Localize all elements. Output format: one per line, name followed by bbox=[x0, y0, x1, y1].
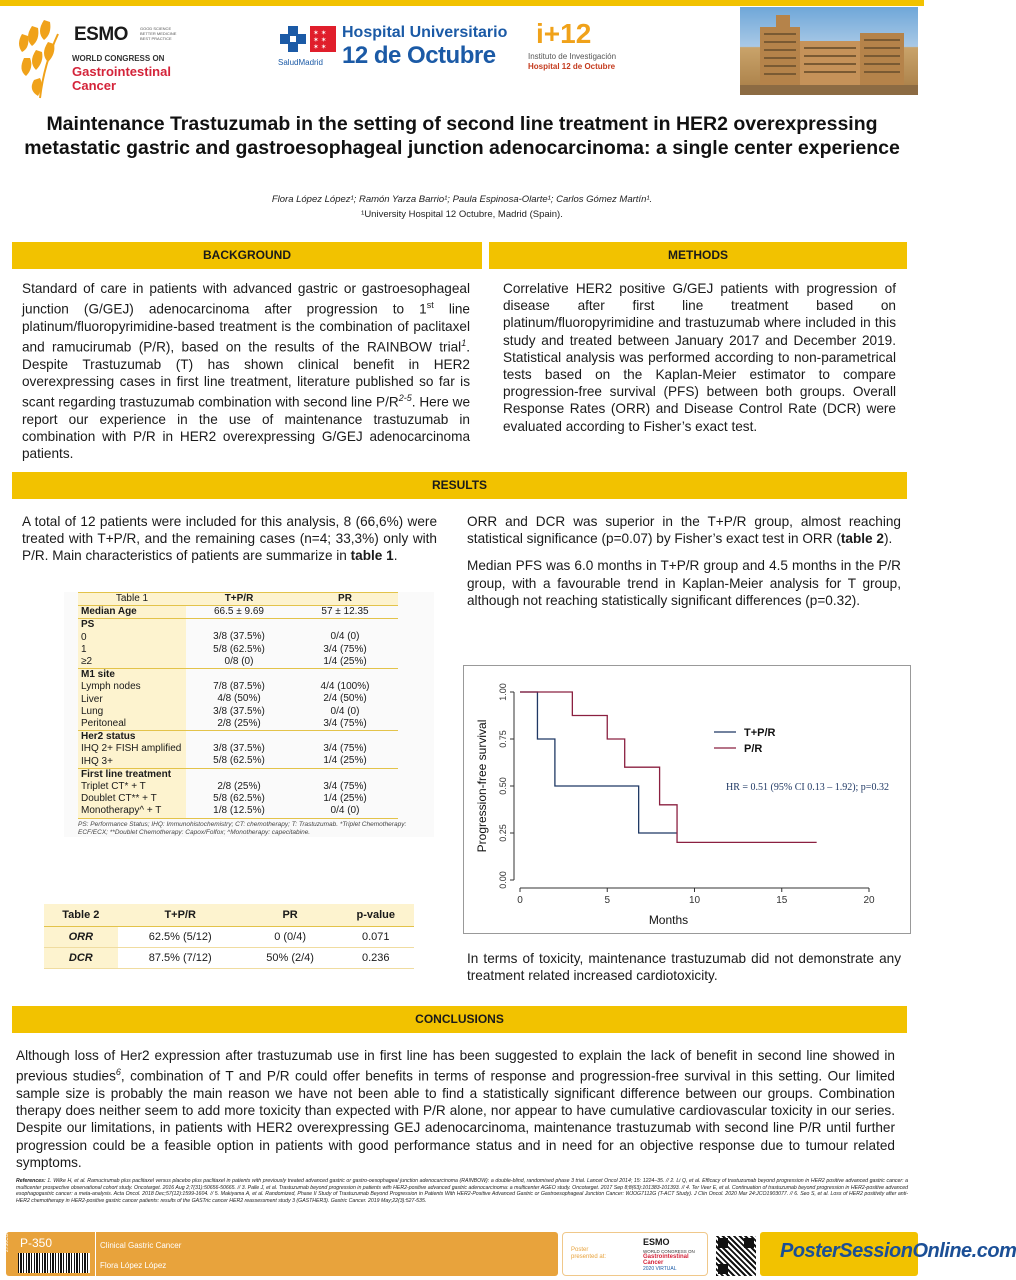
congress-line1: WORLD CONGRESS ON bbox=[72, 54, 165, 63]
badge-esmo: ESMO bbox=[643, 1237, 670, 1247]
kaplan-meier-chart bbox=[463, 665, 911, 934]
x-tick-label: 20 bbox=[863, 895, 875, 906]
table1-col-pr: PR bbox=[338, 593, 352, 604]
table1-footnote: PS: Performance Status; IHQ: Immunohistochemistry; CT: chemotherapy; T: Trastuzumab. *Triplet Chemotherapy: ECF/ECX; **Doublet Chemotherapy: Capox/Folfox; ^Monotherapy: capecitabine. bbox=[78, 820, 407, 836]
esmo-wordmark: ESMO bbox=[74, 24, 128, 45]
table2-header: T+P/R bbox=[118, 904, 243, 926]
conclusions-header: CONCLUSIONS bbox=[12, 1006, 907, 1033]
background-text: Standard of care in patients with advanced gastric or gastroesophageal junction (G/GEJ) adenocarcinoma after progression to 1st line platinum/fluoropyrimidine-based treatment is the combination of paclitaxel and ramucirumab (P/R), based on the results of the RAINBOW trial$^1$. Despite Trastuzumab (T) has shown clinical benefit in HER2 overexpressing cases in first line treatment, literature published so far is scant regarding trastuzumab combination with second line $P/R^{2-5}$. Here we report our experience in the use of maintenance trastuzumab in combination with P/R in HER2 overexpressing G/GEJ adenocarcinoma patients. bbox=[22, 281, 471, 462]
presented-at-label: Poster presented at: bbox=[571, 1247, 607, 1260]
y-axis-label: Progression-free survival bbox=[475, 719, 489, 853]
affiliation: ¹University Hospital 12 Octubre, Madrid (Spain). bbox=[361, 209, 563, 220]
table1-cell: 57 ± 12.35 bbox=[321, 606, 369, 618]
y-tick-label: 1.00 bbox=[498, 683, 508, 701]
table1-cell: 3/8 (37.5%) 5/8 (62.5%) 0/8 (0) bbox=[213, 631, 265, 667]
top-accent-bar bbox=[0, 0, 924, 6]
table1-row-group: Her2 status IHQ 2+ FISH amplified IHQ 3+ bbox=[78, 731, 186, 769]
table1-cell: 3/8 (37.5%) 5/8 (62.5%) bbox=[213, 743, 265, 767]
table1-caption: Table 1 bbox=[115, 593, 149, 604]
results-left-text: A total of 12 patients were included for this analysis, 8 (66,6%) were treated with T+P/R, and the remaining cases (n=4; 33,3%) only with P/R. Main characteristics of patients are summarize in table 1. bbox=[22, 514, 437, 564]
poster-title: Maintenance Trastuzumab in the setting of second line treatment in HER2 overexpressing metastatic gastric and gastroesophageal junction adenocarcinoma: a single center experience bbox=[24, 113, 900, 159]
i12-wordmark: i+12 bbox=[536, 18, 592, 49]
table-row bbox=[44, 926, 414, 947]
table2-cell: 50% (2/4) bbox=[243, 947, 338, 968]
x-tick-label: 5 bbox=[604, 895, 611, 906]
table1-row-group: M1 site Lymph nodes Liver Lung Peritoneal bbox=[78, 669, 186, 731]
hospital-name-line2: 12 de Octubre bbox=[342, 42, 496, 69]
barcode-icon bbox=[18, 1253, 90, 1273]
table1-row-group: PS 0 1 ≥2 bbox=[78, 619, 186, 669]
authors: Flora López López¹; Ramón Yarza Barrio¹; Paula Espinosa-Olarte¹; Carlos Gómez Martín¹. bbox=[271, 194, 653, 205]
table1-cell: 3/4 (75%) 1/4 (25%) 0/4 (0) bbox=[323, 780, 367, 817]
legend-label: T+P/R bbox=[744, 727, 776, 739]
x-tick-label: 10 bbox=[688, 895, 701, 906]
table2-cell: 0.236 bbox=[337, 947, 414, 968]
results-right-text: ORR and DCR was superior in the T+P/R group, almost reaching statistical significance (p=0.07) by Fisher’s exact test in ORR (table 2). Median PFS was 6.0 months in T+P/R group and 4.5 months in the P/R group, with a favourable trend in Kaplan-Meier analysis for T group, although not reaching statistically significant differences (p=0.32). bbox=[467, 514, 901, 608]
y-tick-label: 0.50 bbox=[498, 777, 508, 795]
footer-category: Clinical Gastric Cancer bbox=[100, 1241, 182, 1250]
footer-author: Flora López López bbox=[100, 1261, 167, 1270]
table-row bbox=[44, 947, 414, 968]
hospital-building-photo bbox=[740, 7, 918, 95]
y-tick-label: 0.75 bbox=[498, 730, 508, 748]
x-axis-label: Months bbox=[648, 913, 689, 927]
legend-label: P/R bbox=[744, 743, 763, 755]
references: References: 1. Wilke H, et al. Ramucirumab plus paclitaxel versus placebo plus paclitaxel in patients with previously treated advanced gastric or gastro-oesophageal junction adenocarcinoma (RAINBOW): a double-blind, randomised phase 3 trial. Lancet Oncol 2014; 15: 1224–35. // 2. Li Q, et al. Efficacy of trastuzumab beyond progression in HER2 positive advanced gastric cancer: a multicenter prospective observational cohort study. Oncotarget. 2016 Aug 2;7(31):50656-50665. // 3. Palle J, et al. Trastuzumab beyond progression in patients with HER2-positive advanced gastric adenocarcinoma: a multicenter AGEO study. Oncotarget. 2017 Sep 8;8(63):101383-101393. // 4. Ter Veer E, et al. Continuation of trastuzumab beyond progression in HER2-positive advanced esophagogastric cancer: a meta-analysis. Acta Oncol. 2018 Dec;57(12):1599-1604. // 5. Makiyama A, et al. Randomized, Phase II Study of Trastuzumab Beyond Progression in Patients With HER2-Positive Advanced Gastric or Gastroesophageal Junction Cancer: WJOG7112G (T-ACT Study). J Clin Oncol. 2020 Mar 24:JCO1903077. // 6. Seo S, et al. Loss of HER2 positivity after anti-HER2 chemotherapy in HER2-positive gastric cancer patients: results of the GASTric cancer HER2 reassessment study 3 (GASTHER3). Gastric Cancer. 2019 May;22(3):527-535. bbox=[16, 1178, 908, 1204]
badge-virtual: 2020 VIRTUAL bbox=[643, 1266, 677, 1272]
table2-cell: 62.5% (5/12) bbox=[118, 926, 243, 947]
table1-row-label: Median Age bbox=[78, 606, 186, 619]
cross-icon bbox=[278, 24, 308, 54]
table1-col-tpr: T+P/R bbox=[224, 593, 254, 604]
table2-cell: 87.5% (7/12) bbox=[118, 947, 243, 968]
table1-cell: 0/4 (0) 3/4 (75%) 1/4 (25%) bbox=[323, 631, 367, 667]
i12-subtitle-hospital: Hospital 12 de Octubre bbox=[528, 62, 616, 71]
badge-congress-name: Gastrointestinal Cancer bbox=[643, 1254, 689, 1266]
background-header: BACKGROUND bbox=[12, 242, 482, 269]
poster-id: P-350 bbox=[20, 1236, 53, 1250]
madrid-flag-icon: ✶ ✶ ✶ ✶ ✶ ✶ bbox=[310, 26, 336, 52]
x-tick-label: 0 bbox=[517, 895, 523, 906]
hr-annotation: HR = 0.51 (95% CI 0.13 – 1.92); p=0.32 bbox=[726, 782, 889, 793]
y-tick-label: 0.00 bbox=[498, 871, 508, 889]
x-tick-label: 15 bbox=[776, 895, 788, 906]
toxicity-text: In terms of toxicity, maintenance trastuzumab did not demonstrate any treatment related increased cardiotoxicity. bbox=[467, 951, 901, 984]
methods-header: METHODS bbox=[489, 242, 907, 269]
table1-cell: 3/4 (75%) 1/4 (25%) bbox=[323, 743, 367, 767]
esmo-tagline: GOOD SCIENCE BETTER MEDICINE BEST PRACTICE bbox=[140, 26, 177, 41]
table1-row-group: First line treatment Triplet CT* + T Doublet CT** + T Monotherapy^ + T bbox=[78, 768, 186, 818]
table1-cell: 66.5 ± 9.69 bbox=[214, 606, 264, 618]
conclusions-text: Although loss of Her2 expression after trastuzumab use in first line has been suggested to explain the lack of benefit in second line showed in previous studies$^6$, combination of T and P/R could offer benefits in terms of response and progression-free survival in this setting. Our limited sample size is probably the main reason we have not been able to find a statistically significant difference between our groups. Combination therapy does neither seem to add more toxicity than expected with P/R alone, nor appear to have cumulative cardiovascular toxicity in our series. Despite our limitations, in patients with HER2 overexpressing GEJ adenocarcinoma, maintenance trastuzumab with second line P/R until further progression could be a feasible option in patients with good performance status and in need for an objective response due to tumour related symptoms. bbox=[16, 1048, 895, 1170]
km-curve-pr bbox=[520, 692, 817, 842]
km-plot bbox=[464, 666, 910, 933]
hospital-name-line1: Hospital Universitario bbox=[342, 24, 508, 41]
badge-congress-line: WORLD CONGRESS ON bbox=[643, 1249, 695, 1254]
qr-code-icon[interactable] bbox=[716, 1236, 756, 1276]
postersessiononline-logo[interactable]: PosterSessionOnline.com bbox=[760, 1232, 918, 1276]
i12-logo bbox=[528, 18, 638, 76]
table1-cell: 4/4 (100%) 2/4 (50%) 0/4 (0) 3/4 (75%) bbox=[320, 681, 370, 729]
footer-divider bbox=[95, 1232, 96, 1276]
table1-cell: 7/8 (87.5%) 4/8 (50%) 3/8 (37.5%) 2/8 (25%) bbox=[213, 681, 265, 729]
esmo-congress-logo bbox=[14, 14, 214, 100]
table-1 bbox=[64, 592, 434, 837]
table2-cell: 0.071 bbox=[337, 926, 414, 947]
table2-cell: 0 (0/4) bbox=[243, 926, 338, 947]
table2-header: PR bbox=[243, 904, 338, 926]
salud-madrid-label: SaludMadrid bbox=[278, 58, 323, 67]
table-2 bbox=[44, 904, 414, 969]
table2-cell: ORR bbox=[44, 926, 118, 947]
hospital-logo bbox=[276, 20, 526, 70]
table2-header: p-value bbox=[337, 904, 414, 926]
y-tick-label: 0.25 bbox=[498, 824, 508, 842]
congress-line2: Gastrointestinal Cancer bbox=[72, 64, 171, 93]
table2-cell: DCR bbox=[44, 947, 118, 968]
table2-header: Table 2 bbox=[44, 904, 118, 926]
presented-at-badge bbox=[562, 1232, 708, 1276]
i12-subtitle: Instituto de Investigación bbox=[528, 52, 617, 61]
methods-text: Correlative HER2 positive G/GEJ patients with progression of disease after first line treatment based on platinum/fluoropyrimidine and trastuzumab where included in this study and treated between January 2017 and December 2019. Statistical analysis was performed according to non-parametrical tests based on the Kaplan-Meier estimator to compare progression-free survival (PFS) between both groups. Overall Response Rates (ORR) and Disease Control Rate (DCR) were evaluated according to Fisher’s exact test. bbox=[503, 281, 896, 434]
results-header: RESULTS bbox=[12, 472, 907, 499]
table1-cell: 2/8 (25%) 5/8 (62.5%) 1/8 (12.5%) bbox=[213, 780, 265, 817]
km-curve-tpr bbox=[520, 692, 677, 833]
poster-code: 2750CGC bbox=[4, 1229, 10, 1252]
